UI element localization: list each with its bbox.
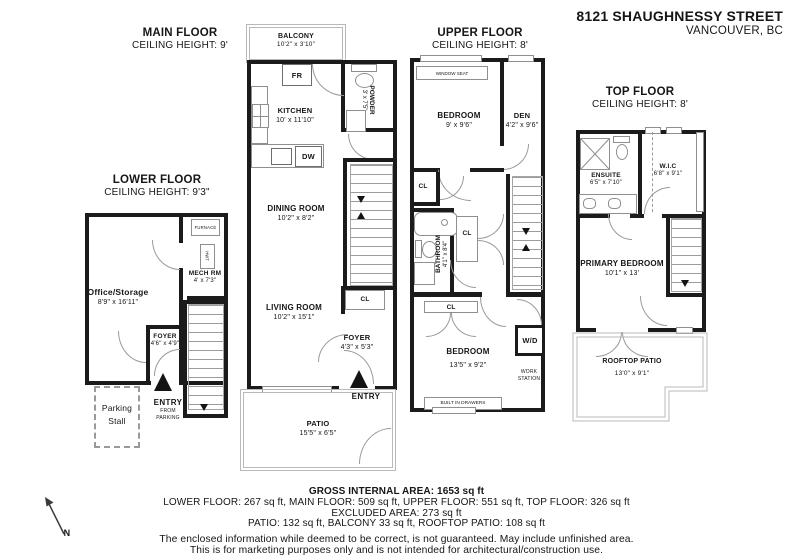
wall-segment [500,58,504,146]
room-name: BALCONY [277,33,314,40]
address-line1: 8121 SHAUGHNESSY STREET [576,8,783,24]
property-address [576,8,783,37]
furnace-label: FURNACE [194,225,217,230]
work-station-label: WORK STATION [517,369,541,382]
wall-segment [506,174,510,292]
window [645,127,661,134]
room-name: Office/Storage [87,287,149,297]
closet-label: CL [446,303,456,311]
floor-areas-line: LOWER FLOOR: 267 sq ft, MAIN FLOOR: 509 sq ft, UPPER FLOOR: 551 sq ft, TOP FLOOR: 326 sq ft [163,496,630,508]
floor-name: TOP FLOOR [605,86,675,98]
room-label-patio [279,419,357,438]
wall-segment [410,202,438,206]
wall-segment [470,168,504,172]
stair-direction-arrow [522,228,530,235]
room-name: DINING ROOM [267,204,325,213]
stair-direction-arrow [681,280,689,287]
outdoor-areas-line: PATIO: 132 sq ft, BALCONY 33 sq ft, ROOFTOP PATIO: 108 sq ft [247,518,546,530]
ceiling-height: CEILING HEIGHT: 8' [591,99,689,110]
washer-dryer-box [515,325,545,356]
wall-segment [179,213,183,243]
room-label-ensuite [576,172,636,188]
disclaimer-line2: This is for marketing purposes only and is not intended for architectural/construction use. [189,544,604,556]
fridge-label: FR [291,70,303,80]
excluded-area-line: EXCLUDED AREA: 273 sq ft [331,507,462,519]
shower-x-icon [580,138,610,170]
room-name: BEDROOM [446,347,490,356]
room-name: KITCHEN [277,106,313,115]
ceiling-height: CEILING HEIGHT: 9' [131,40,229,51]
room-label-balcony [252,32,340,50]
washer-dryer-label: W/D [522,336,538,345]
wall-segment [576,214,610,218]
wall-segment [187,296,228,300]
room-dims: 4'2" x 9'6" [505,121,539,129]
stair-direction-arrow [200,404,208,411]
ceiling-height: CEILING HEIGHT: 8' [431,40,529,51]
address-line2: VANCOUVER, BC [686,25,783,37]
parking-stall-label: Parking Stall [101,403,133,426]
closet-label: CL [418,183,428,190]
room-dims: 8'9" x 16'11" [97,299,139,307]
main-staircase [350,164,393,286]
room-dims: 10'2" x 8'2" [277,215,315,223]
kitchen-sink [271,148,292,165]
closet-box [456,216,478,262]
gross-area-line: GROSS INTERNAL AREA: 1653 sq ft [308,486,485,497]
room-dims: 4'6" x 4'9" [150,341,180,348]
room-label-powder [359,70,375,130]
room-dims: 4' x 7'3" [193,278,217,285]
toilet-tank [613,136,630,143]
lower-entry-label: ENTRY [153,398,183,407]
entry-arrow [154,373,172,391]
room-name: ENSUITE [591,172,621,179]
closet-label: CL [462,230,472,237]
window [432,407,476,414]
wall-segment [506,292,545,297]
room-name: BEDROOM [437,111,481,120]
room-name: W.I.C [659,163,677,170]
room-dims: 4'3" x 5'3" [340,343,374,351]
room-label-dining [264,204,328,223]
room-dims: 10'2" x 15'1" [273,314,315,322]
room-name: FOYER [343,333,371,342]
toilet-bowl [616,144,628,160]
room-dims: 6'8" x 9'1" [653,171,683,178]
window-seat-box [416,66,488,80]
lower-floor-title [77,174,237,198]
room-label-bedroom-back [436,347,500,370]
room-name: BATHROOM [434,235,442,273]
room-dims: 15'5" x 6'5" [299,429,337,437]
hwt-label: HWT [204,251,210,261]
entry-arrow [350,370,368,388]
room-name: PATIO [306,419,330,428]
fridge-box [282,64,312,86]
sink-basin [583,198,596,209]
window [420,55,482,62]
room-dims: 10' x 11'10" [276,116,314,124]
room-label-primary-bedroom [578,259,666,278]
dishwasher-label: DW [302,152,315,161]
room-label-office [86,287,150,307]
lower-entry-sublabel: FROM PARKING [156,408,180,421]
closet-label: CL [360,296,370,303]
room-name: POWDER [368,85,376,115]
room-label-lower-foyer [144,333,186,349]
wall-segment [666,293,706,297]
north-label: N [63,528,71,538]
room-label-mech [181,270,229,286]
floor-name: MAIN FLOOR [142,27,218,39]
main-floor-title [105,27,255,51]
dishwasher-box [295,146,322,167]
room-name: MECH RM [188,270,222,277]
stair-direction-arrow [357,212,365,219]
built-in-drawers-label: BUILT IN DRAWERS [440,401,486,406]
floor-name: LOWER FLOOR [112,174,202,186]
room-label-bathroom [435,222,451,286]
room-label-wic [640,163,696,179]
room-dims: 3' x 7'5" [360,89,367,111]
disclaimer-line1: The enclosed information while deemed to be correct, is not guaranteed. May include unfinished area. [159,534,634,546]
room-label-bedroom-front [428,111,490,130]
wall-segment [343,158,397,162]
window [508,55,534,62]
room-label-den [500,111,544,130]
bathroom-sink [414,262,435,285]
area-summary [0,487,793,557]
room-dims: 10'2" x 3'10" [276,41,316,49]
ceiling-height: CEILING HEIGHT: 9'3" [104,187,210,198]
window [666,127,682,134]
wall-segment [343,162,347,290]
toilet-tank [415,240,422,258]
wall-segment [666,218,670,294]
room-dims: 13'5" x 9'2" [449,362,487,370]
main-entry-label: ENTRY [351,392,381,401]
closet-box [424,301,478,313]
floor-name: UPPER FLOOR [437,27,523,39]
window-seat-label: WINDOW SEAT [435,70,469,76]
wall-segment [146,325,183,329]
stair-direction-arrow [357,196,365,203]
room-name: FOYER [153,333,177,340]
stair-direction-arrow [522,244,530,251]
sink-basin [608,198,621,209]
wall-segment [410,292,482,297]
room-dims: 6'5" x 7'10" [590,180,622,187]
room-label-living [260,303,328,322]
room-name: PRIMARY BEDROOM [580,259,664,268]
room-name: LIVING ROOM [266,303,322,312]
room-dims: 9' x 9'6" [445,122,473,130]
top-floor-title [565,86,715,110]
room-label-kitchen [266,106,324,125]
room-dims: 13'0" x 9'1" [614,370,650,378]
room-dims: 4'1" x 8'4" [443,240,450,268]
closet-shelf [696,132,704,212]
room-name: DEN [513,111,531,120]
room-dims: 10'1" x 13' [604,270,640,278]
room-label-rooftop-patio [590,357,674,379]
lower-staircase [188,304,224,410]
upper-floor-title [405,27,555,51]
room-name: ROOFTOP PATIO [602,358,662,365]
wall-segment [630,214,644,218]
